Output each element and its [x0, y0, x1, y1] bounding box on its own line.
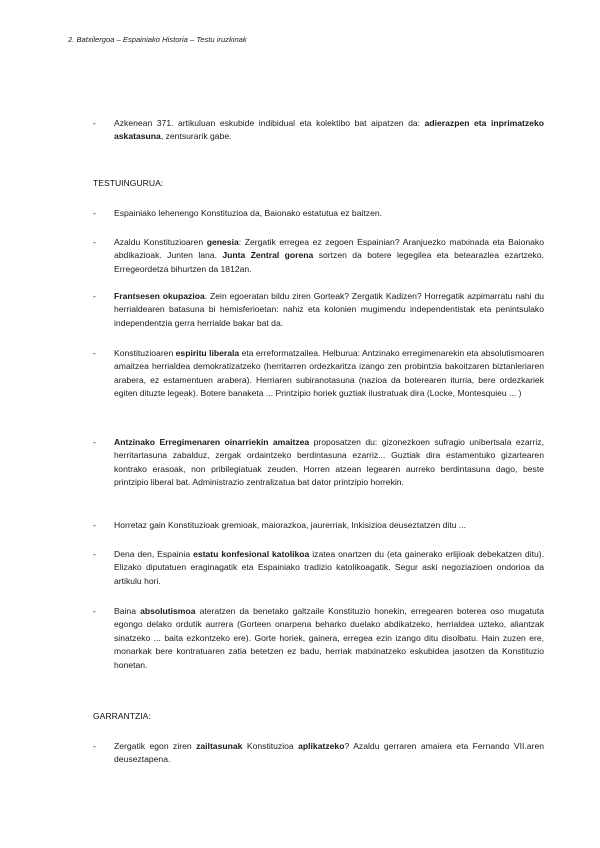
text-span: sortzen da botere legegilea eta betearazlea ezartzeko. Erregeordetza bihurtzen da 1812an.: [114, 250, 545, 274]
text-span: izatea onartzen du (eta gainerako erlijioak debekatzen ditu). Elizako diputatuen eraginagatik eta Espainiako tradizio katolikoagatik. Segur aski negoziazioen ondorioa da artikulu hori.: [114, 549, 545, 586]
bullet-dash: -: [93, 118, 96, 128]
bullet-dash: -: [93, 549, 96, 559]
text-span: eta erreformatzailea. Helburua: Antzinako erregimenarekin eta absolutismoaren amaitzea herrialdea demokratizatzeko (herritarren ordezkaritza izango zen probintzia bakoitzaren biztanleriaren arabera, ez estamentuen arabera). Herriaren subiranotasuna (nazioa da boterearen iturria, bere ordezkariek egiten dituzte legeak). Botere banaketa ... Printzipio horiek guztiak ilustratuak dira (Locke, Montesquieu ... ): [114, 348, 544, 399]
section-heading-context: TESTUINGURUA:: [93, 178, 164, 188]
text-span: : Zergatik erregea ez zegoen Espainian? Aranjuezko matxinada eta Baionako abdikazioak. Junten lana.: [114, 237, 544, 261]
list-item-text: [114, 236, 544, 276]
text-span: Baina: [114, 606, 141, 616]
text-span: . Zein egoeratan bildu ziren Gorteak? Zergatik Kadizen? Horregatik azpimarratu nahi du herrialdearen batasuna bi hemisferioetan: nahiz eta kolonien mugimendu independentistak eta penintsulako independentzia gerra herrialde bakar bat da.: [114, 291, 544, 328]
list-item-text: [114, 290, 544, 330]
text-span: Dena den, Espainia: [114, 549, 194, 559]
text-span: ateratzen da benetako galtzaile Konstituzio honekin, erregearen boterea oso mugatuta egongo delako ordutik aurrera (Gorteen onarpena beharko duelako abdikatzeko, herrialdea uzteko, aliantzak sinatzeko ... baita ezkontzeko ere). Gorte horiek, gainera, erregea ezin izango ditu disolbatu. Hain zuzen ere, monarkak bere kontratuaren zatia betetzen ez badu, herriak matxinatzeko eskubidea jasotzen da Konstituzio honetan.: [114, 606, 545, 670]
bold-text: aplikatzeko: [298, 741, 345, 751]
list-item-text: [114, 347, 544, 401]
text-span: Zergatik egon ziren: [114, 741, 197, 751]
bullet-dash: -: [93, 741, 96, 751]
bullet-dash: -: [93, 348, 96, 358]
list-item-text: [114, 605, 544, 672]
bold-text: zailtasunak: [196, 741, 243, 751]
bold-text: estatu konfesional katolikoa: [193, 549, 310, 559]
text-span: ? Azaldu gerraren amaiera eta Fernando VII.aren deuseztapena.: [114, 741, 544, 765]
bullet-dash: -: [93, 520, 96, 530]
list-item-text: [114, 548, 544, 588]
text-span: Konstituzioa: [242, 741, 299, 751]
list-item-text: [114, 519, 544, 532]
bold-text: espiritu liberala: [175, 348, 240, 358]
bullet-dash: -: [93, 208, 96, 218]
bold-text: adierazpen eta inprimatzeko askatasuna: [114, 118, 544, 142]
text-span: Azaldu Konstituzioaren: [114, 237, 207, 247]
list-item-text: [114, 207, 544, 220]
text-span: Espainiako lehenengo Konstituzioa da, Baionako estatutua ez baitzen.: [114, 208, 383, 218]
bullet-dash: -: [93, 437, 96, 447]
text-span: Horretaz gain Konstituzioak gremioak, maiorazkoa, jaurerriak, Inkisizioa deuseztatzen ditu ...: [114, 520, 467, 530]
bullet-dash: -: [93, 291, 96, 301]
text-span: proposatzen du: gizonezkoen sufragio unibertsala ezarriz, herritartasuna zabalduz, zergak ordaintzeko berdintasuna ezarriz... Guztiak dira estamentuko gizartearen kontrako erasoak, non pribilegiatuak zeuden. Horren atzean legearen aurreko berdintasuna dago, beste printzipio liberal bat. Administrazio zentralizatua bat dator printzipio horrekin.: [114, 437, 544, 488]
list-item-text: [114, 117, 544, 144]
text-span: , zentsurarik gabe.: [160, 131, 232, 142]
list-item-text: [114, 436, 544, 490]
page-header: 2. Batxilergoa – Espainiako Historia – Testu iruzkinak: [68, 35, 247, 44]
bold-text: Antzinako Erregimenaren oinarriekin amaitzea: [114, 437, 310, 447]
bold-text: genesia: [206, 237, 239, 247]
section-heading-importance: GARRANTZIA:: [93, 711, 151, 721]
bullet-dash: -: [93, 237, 96, 247]
bullet-dash: -: [93, 606, 96, 616]
bold-text: absolutismoa: [140, 606, 196, 616]
text-span: Konstituzioaren: [114, 348, 176, 358]
text-span: Azkenean 371. artikuluan eskubide indibidual eta kolektibo bat aipatzen da:: [114, 118, 425, 128]
bold-text: Junta Zentral gorena: [222, 250, 314, 261]
bold-text: Frantsesen okupazioa: [114, 291, 205, 301]
list-item-text: [114, 740, 544, 767]
